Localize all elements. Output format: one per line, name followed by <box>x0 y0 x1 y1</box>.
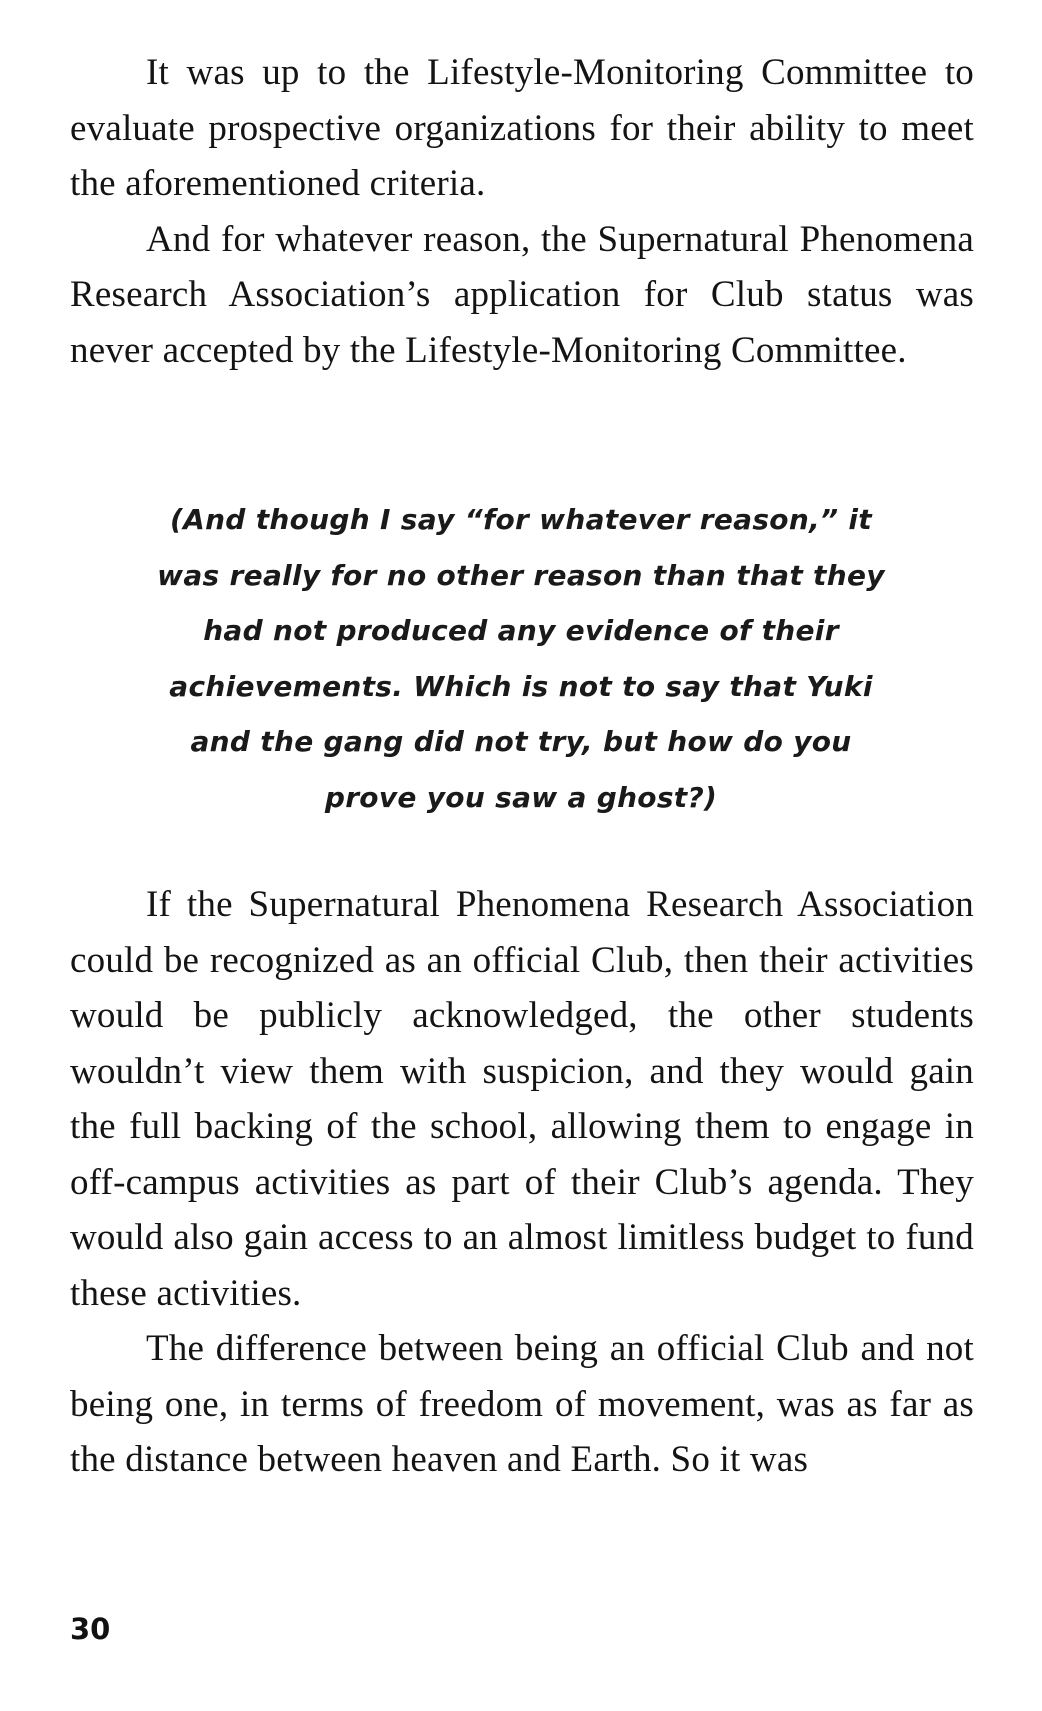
text-block-top <box>70 45 974 378</box>
paragraph: It was up to the Lifestyle-Monitoring Committee to evaluate prospective organizations for their ability to meet the aforementioned criteria. <box>70 52 974 204</box>
page-number: 30 <box>70 1612 111 1646</box>
paragraph: The difference between being an official Club and not being one, in terms of freedom of movement, was as far as the distance between heaven and Earth. So it was <box>70 1328 974 1480</box>
aside-note-text: (And though I say “for whatever reason,” it was really for no other reason than that they had not produced any evidence of their achievements. Which is not to say that Yuki and the gang did not try, but how do you prove you saw a ghost?) <box>157 503 885 814</box>
paragraph: If the Supernatural Phenomena Research Association could be recognized as an official Club, then their activities would be publicly acknowledged, the other students wouldn’t view them with suspicion, and they would gain the full backing of the school, allowing them to engage in off-campus activities as part of their Club’s agenda. They would also gain access to an almost limitless budget to fund these activities. <box>70 884 974 1314</box>
aside-note <box>150 492 892 825</box>
paragraph: And for whatever reason, the Supernatural Phenomena Research Association’s application for Club status was never accepted by the Lifestyle-Monitoring Committee. <box>70 218 974 371</box>
text-block-bottom <box>70 877 974 1488</box>
